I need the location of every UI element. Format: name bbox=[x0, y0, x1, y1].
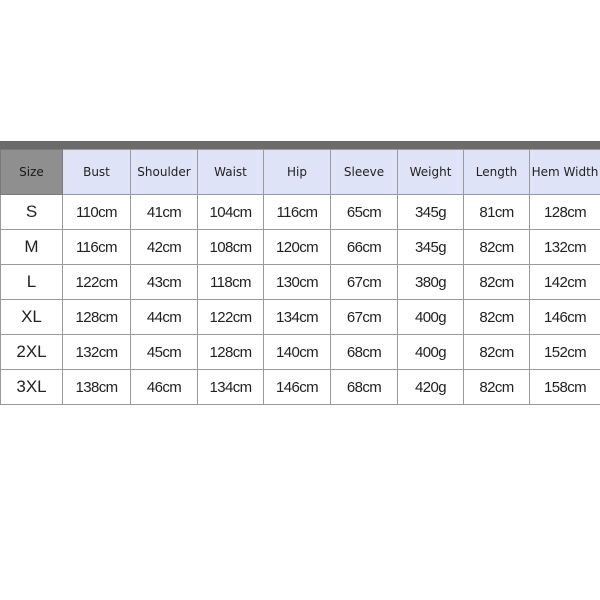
bust-cell: 138cm bbox=[63, 370, 131, 405]
hip-cell: 134cm bbox=[264, 300, 331, 335]
shoulder-cell: 42cm bbox=[131, 230, 198, 265]
sleeve-cell: 68cm bbox=[331, 370, 398, 405]
weight-cell: 380g bbox=[398, 265, 464, 300]
hem-width-cell: 132cm bbox=[530, 230, 600, 265]
hem-width-cell: 146cm bbox=[530, 300, 600, 335]
header-row bbox=[1, 150, 600, 195]
table-row bbox=[1, 300, 600, 335]
shoulder-cell: 41cm bbox=[131, 195, 198, 230]
header-waist: Waist bbox=[198, 150, 264, 195]
hem-width-cell: 152cm bbox=[530, 335, 600, 370]
header-shoulder: Shoulder bbox=[131, 150, 198, 195]
table-row bbox=[1, 335, 600, 370]
header-size: Size bbox=[1, 150, 63, 195]
shoulder-cell: 44cm bbox=[131, 300, 198, 335]
header-length: Length bbox=[464, 150, 530, 195]
waist-cell: 128cm bbox=[198, 335, 264, 370]
size-chart bbox=[0, 141, 600, 404]
sleeve-cell: 68cm bbox=[331, 335, 398, 370]
weight-cell: 400g bbox=[398, 300, 464, 335]
waist-cell: 118cm bbox=[198, 265, 264, 300]
sleeve-cell: 65cm bbox=[331, 195, 398, 230]
shoulder-cell: 45cm bbox=[131, 335, 198, 370]
waist-cell: 104cm bbox=[198, 195, 264, 230]
hem-width-cell: 128cm bbox=[530, 195, 600, 230]
hip-cell: 130cm bbox=[264, 265, 331, 300]
length-cell: 82cm bbox=[464, 265, 530, 300]
hip-cell: 116cm bbox=[264, 195, 331, 230]
bust-cell: 110cm bbox=[63, 195, 131, 230]
bust-cell: 116cm bbox=[63, 230, 131, 265]
shoulder-cell: 43cm bbox=[131, 265, 198, 300]
length-cell: 82cm bbox=[464, 300, 530, 335]
weight-cell: 345g bbox=[398, 195, 464, 230]
sleeve-cell: 66cm bbox=[331, 230, 398, 265]
table-row bbox=[1, 370, 600, 405]
hem-width-cell: 158cm bbox=[530, 370, 600, 405]
waist-cell: 134cm bbox=[198, 370, 264, 405]
sleeve-cell: 67cm bbox=[331, 265, 398, 300]
shoulder-cell: 46cm bbox=[131, 370, 198, 405]
header-weight: Weight bbox=[398, 150, 464, 195]
size-cell: 3XL bbox=[1, 370, 63, 405]
weight-cell: 400g bbox=[398, 335, 464, 370]
table-row bbox=[1, 265, 600, 300]
length-cell: 82cm bbox=[464, 230, 530, 265]
header-bust: Bust bbox=[63, 150, 131, 195]
hip-cell: 120cm bbox=[264, 230, 331, 265]
sleeve-cell: 67cm bbox=[331, 300, 398, 335]
table-row bbox=[1, 230, 600, 265]
size-cell: L bbox=[1, 265, 63, 300]
bust-cell: 128cm bbox=[63, 300, 131, 335]
size-chart-table bbox=[0, 149, 600, 405]
weight-cell: 420g bbox=[398, 370, 464, 405]
waist-cell: 108cm bbox=[198, 230, 264, 265]
bust-cell: 132cm bbox=[63, 335, 131, 370]
length-cell: 81cm bbox=[464, 195, 530, 230]
hip-cell: 146cm bbox=[264, 370, 331, 405]
bust-cell: 122cm bbox=[63, 265, 131, 300]
length-cell: 82cm bbox=[464, 335, 530, 370]
header-hip: Hip bbox=[264, 150, 331, 195]
weight-cell: 345g bbox=[398, 230, 464, 265]
hip-cell: 140cm bbox=[264, 335, 331, 370]
size-cell: M bbox=[1, 230, 63, 265]
size-cell: S bbox=[1, 195, 63, 230]
table-row bbox=[1, 195, 600, 230]
waist-cell: 122cm bbox=[198, 300, 264, 335]
header-sleeve: Sleeve bbox=[331, 150, 398, 195]
hem-width-cell: 142cm bbox=[530, 265, 600, 300]
size-cell: 2XL bbox=[1, 335, 63, 370]
length-cell: 82cm bbox=[464, 370, 530, 405]
size-cell: XL bbox=[1, 300, 63, 335]
header-hem-width: Hem Width bbox=[530, 150, 600, 195]
